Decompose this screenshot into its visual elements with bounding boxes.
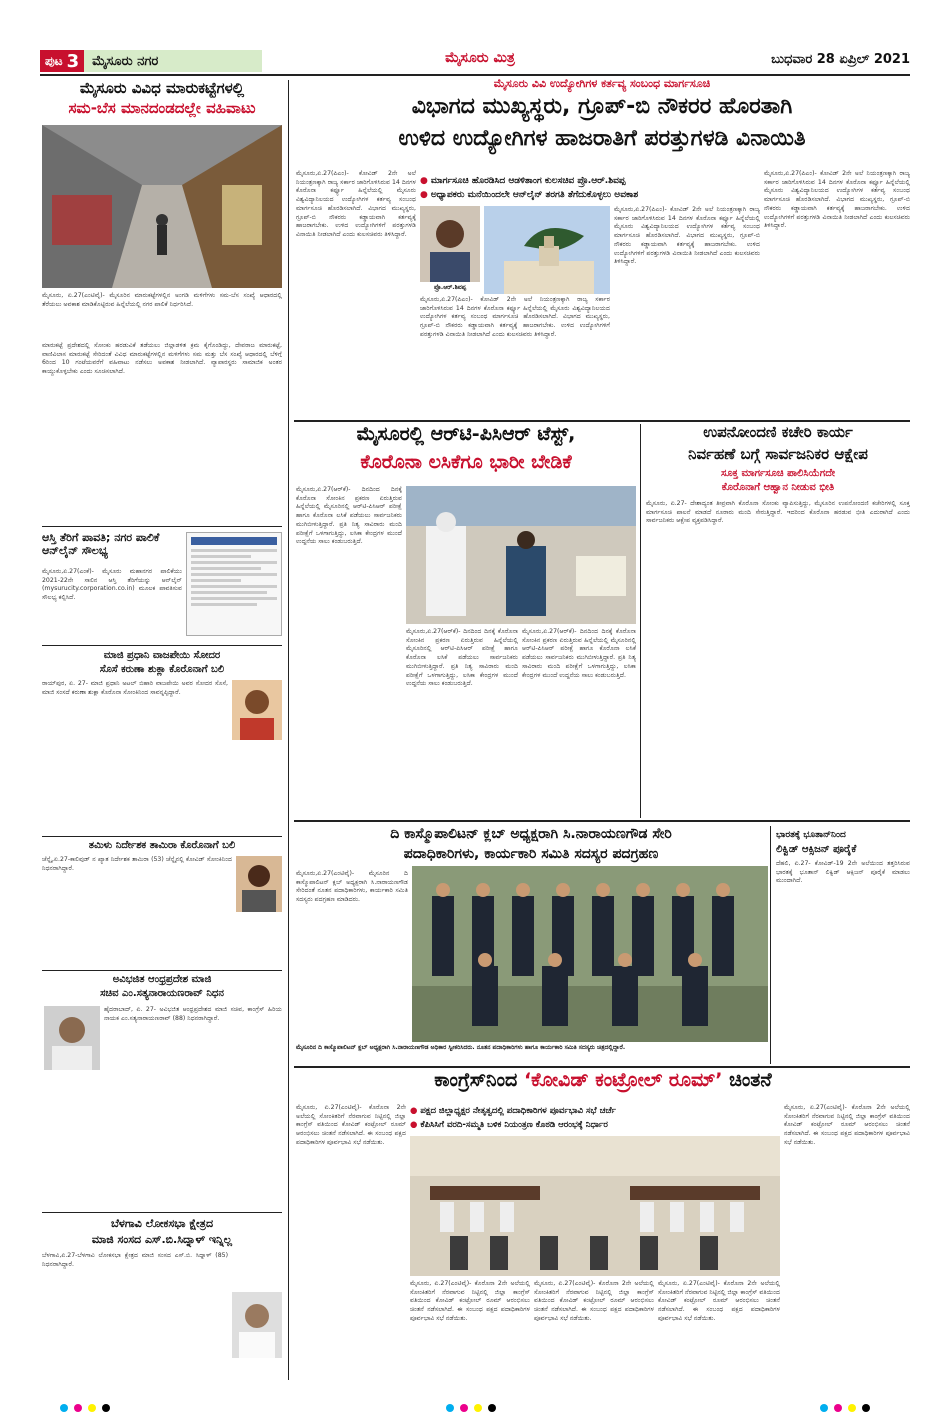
group-photo-image	[412, 866, 768, 1042]
university-headline-1: ವಿಭಾಗದ ಮುಖ್ಯಸ್ಥರು, ಗ್ರೂಪ್-ಬಿ ನೌಕರರ ಹೊರತಾಗಿ	[411, 94, 793, 119]
congress-meeting-photo	[410, 1136, 780, 1276]
rtpcr-testing-photo	[406, 486, 636, 624]
andhra-headline-1: ಅವಿಭಜಿತ ಆಂಧ್ರಪ್ರದೇಶ ಮಾಜಿ	[112, 974, 212, 985]
congress-bullet-1: ● ಪಕ್ಷದ ಜಿಲ್ಲಾಧ್ಯಕ್ಷರ ನೇತೃತ್ವದಲ್ಲಿ ಪದಾಧಿಕಾರಿಗಳ ಪೂರ್ವಭಾವಿ ಸಭೆ ಚರ್ಚೆ	[410, 1106, 616, 1116]
color-registration-marks-left	[60, 1404, 110, 1412]
andhra-headline-2: ಸಚಿವ ಎಂ.ಸತ್ಯನಾರಾಯಣರಾವ್ ನಿಧನ	[100, 988, 224, 999]
vajpayee-body: ರಾಯ್‌ಪುರ, ಏ. 27- ಮಾಜಿ ಪ್ರಧಾನಿ ಅಟಲ್ ಬಿಹಾರಿ ವಾಜಪೇಯಿ ಅವರ ಸೋದರ ಸೊಸೆ, ಮಾಜಿ ಸಂಸದೆ ಕರುಣಾ ಶುಕ್ಲಾ ಕೊರೊನಾ ಸೋಂಕಿನಿಂದ ಸಾವನ್ನಪ್ಪಿದ್ದಾರೆ.	[42, 680, 228, 696]
market-photo	[42, 125, 282, 288]
tax-headline: ಆಸ್ತಿ ತೆರಿಗೆ ಪಾವತಿ; ನಗರ ಪಾಲಿಕೆ ಆನ್‌ಲೈನ್ ಸೌಲಭ್ಯ	[42, 531, 160, 557]
belagavi-headline-1: ಬೆಳಗಾವಿ ಲೋಕಸಭಾ ಕ್ಷೇತ್ರದ	[110, 1217, 214, 1230]
portrait-image	[44, 1006, 100, 1070]
market-dateline: ಮೈಸೂರು, ಏ.27(ಎಂಟಿವೈ)- ಮೈಸೂರಿನ ಮಾರುಕಟ್ಟೆಗಳಲ್ಲಿನ ಅಂಗಡಿ ಮಳಿಗೆಗಳು ಸಮ-ಬೆಸ ಸಂಖ್ಯೆ ಆಧಾರದಲ್ಲಿ ತೆರೆಯಲು ಅವಕಾಶ ಮಾಡಿಕೊಟ್ಟಿರುವ ಹಿನ್ನೆಲೆಯಲ್ಲಿ ನಗರ ಪಾಲಿಕೆ ನಿರ್ಧರಿಸಿದೆ.	[42, 292, 282, 308]
grievance-headline-2: ನಿರ್ವಹಣೆ ಬಗ್ಗೆ ಸಾರ್ವಜನಿಕರ ಆಕ್ಷೇಪ	[688, 445, 868, 463]
rtpcr-body-col2: ಮೈಸೂರು,ಏ.27(ಆರ್‌ಕೆ)- ದಿನದಿಂದ ದಿನಕ್ಕೆ ಕೊರೊನಾ ಸೋಂಕಿನ ಪ್ರಕರಣ ಏರುತ್ತಿರುವ ಹಿನ್ನೆಲೆಯಲ್ಲಿ ಮೈಸೂರಿನಲ್ಲಿ ಆರ್‌ಟಿ-ಪಿಸಿಆರ್ ಪರೀಕ್ಷೆ ಹಾಗೂ ಕೊರೊನಾ ಲಸಿಕೆ ಪಡೆಯಲು ಸಾರ್ವಜನಿಕರು ಮುಗಿಬೀಳುತ್ತಿದ್ದಾರೆ. ಪ್ರತಿ ನಿತ್ಯ ಸಾವಿರಾರು ಮಂದಿ ಪರೀಕ್ಷೆಗೆ ಒಳಗಾಗುತ್ತಿದ್ದು, ಲಸಿಕಾ ಕೇಂದ್ರಗಳ ಮುಂದೆ ಉದ್ದನೆಯ ಸಾಲು ಕಂಡುಬರುತ್ತಿದೆ.	[406, 628, 518, 688]
tax-body: ಮೈಸೂರು,ಏ.27(ಎಂಕೆ)- ಮೈಸೂರು ಮಹಾನಗರ ಪಾಲಿಕೆಯು 2021-22ನೇ ಸಾಲಿನ ಆಸ್ತಿ ತೆರಿಗೆಯನ್ನು ಆನ್‌ಲೈನ್ (mysurucity.corporation.co.in) ಮೂಲಕ ಪಾವತಿಸುವ ಸೌಲಭ್ಯ ಕಲ್ಪಿಸಿದೆ.	[42, 568, 182, 602]
grievance-headline-1: ಉಪನೋಂದಣಿ ಕಚೇರಿ ಕಾರ್ಯ	[703, 423, 853, 441]
vajpayee-headline-1: ಮಾಜಿ ಪ್ರಧಾನಿ ವಾಜಪೇಯಿ ಸೋದರ	[103, 650, 221, 661]
shivappa-photo	[420, 206, 480, 282]
market-headline-1: ಮೈಸೂರು ವಿವಿಧ ಮಾರುಕಟ್ಟೆಗಳಲ್ಲಿ	[79, 79, 245, 97]
belagavi-headline-2: ಮಾಜಿ ಸಂಸದ ಎಸ್.ಬಿ.ಸಿದ್ನಾಳ್ ಇನ್ನಿಲ್ಲ	[91, 1233, 233, 1246]
university-bullet-2: ● ಅಧ್ಯಾಪಕರು ಮನೆಯಿಂದಲೇ ಆನ್‌ಲೈನ್ ತರಗತಿ ತೆಗೆದುಕೊಳ್ಳಲು ಅವಕಾಶ	[420, 190, 639, 200]
portrait-image	[232, 1292, 282, 1358]
university-body: ಮೈಸೂರು,ಏ.27(ಪಿಎಂ)- ಕೋವಿಡ್ 2ನೇ ಅಲೆ ನಿಯಂತ್ರಣಕ್ಕಾಗಿ ರಾಜ್ಯ ಸರ್ಕಾರ ಜಾರಿಗೊಳಿಸಿರುವ 14 ದಿನಗಳ ಕೊರೊನಾ ಕರ್ಫ್ಯೂ ಹಿನ್ನೆಲೆಯಲ್ಲಿ ಮೈಸೂರು ವಿಶ್ವವಿದ್ಯಾನಿಲಯದ ಉದ್ಯೋಗಿಗಳ ಕರ್ತವ್ಯ ಸಂಬಂಧ ಮಾರ್ಗಸೂಚಿ ಹೊರಡಿಸಲಾಗಿದೆ. ವಿಭಾಗದ ಮುಖ್ಯಸ್ಥರು, ಗ್ರೂಪ್-ಬಿ ನೌಕರರು ಕಡ್ಡಾಯವಾಗಿ ಕರ್ತವ್ಯಕ್ಕೆ ಹಾಜರಾಗಬೇಕು. ಉಳಿದ ಉದ್ಯೋಗಿಗಳಿಗೆ ಪರತ್ತುಗಳಡಿ ವಿನಾಯಿತಿ ನೀಡಲಾಗಿದೆ ಎಂದು ಕುಲಸಚಿವರು ತಿಳಿಸಿದ್ದಾರೆ.	[296, 170, 416, 238]
congress-headline-part-1: ಕಾಂಗ್ರೆಸ್‌ನಿಂದ	[434, 1069, 524, 1091]
building-image	[484, 206, 610, 294]
rtpcr-headline-2: ಕೊರೊನಾ ಲಸಿಕೆಗೂ ಭಾರೀ ಬೇಡಿಕೆ	[360, 451, 572, 473]
grievance-body: ಮೈಸೂರು, ಏ.27- ದೇಶಾದ್ಯಂತ ತೀವ್ರವಾಗಿ ಕೊರೊನಾ ಸೋಂಕು ವ್ಯಾಪಿಸುತ್ತಿದ್ದು, ಮೈಸೂರಿನ ಉಪನೋಂದಣಿ ಕಚೇರಿಗಳಲ್ಲಿ ಸೂಕ್ತ ಮಾರ್ಗಸೂಚಿ ಪಾಲನೆ ಮಾಡದೆ ನೂರಾರು ಮಂದಿ ಸೇರುತ್ತಿದ್ದಾರೆ. ಇದರಿಂದ ಕೊರೊನಾ ಹರಡುವ ಭೀತಿ ಎದುರಾಗಿದೆ ಎಂದು ಸಾರ್ವಜನಿಕರು ಆಕ್ಷೇಪ ವ್ಯಕ್ತಪಡಿಸಿದ್ದಾರೆ.	[646, 500, 910, 525]
club-photo-caption: ಮೈಸೂರಿನ ದಿ ಕಾಸ್ಮೊಪಾಲಿಟನ್ ಕ್ಲಬ್ ಅಧ್ಯಕ್ಷರಾಗಿ ಸಿ.ನಾರಾಯಣಗೌಡ ಅಧಿಕಾರ ಸ್ವೀಕರಿಸಿದರು. ನೂತನ ಪದಾಧಿಕಾರಿಗಳು ಹಾಗೂ ಕಾರ್ಯಕಾರಿ ಸಮಿತಿ ಸದಸ್ಯರು ಚಿತ್ರದಲ್ಲಿದ್ದಾರೆ.	[296, 1044, 626, 1051]
page-label: ಪುಟ	[45, 53, 63, 68]
university-bullet-1: ● ಮಾರ್ಗಸೂಚಿ ಹೊರಡಿಸಿದ ಆಡಳಿತಾಂಗ ಕುಲಸಚಿವ ಪ್ರೊ.ಆರ್.ಶಿವಪ್ಪ	[420, 176, 626, 186]
congress-body-col4: ಮೈಸೂರು, ಏ.27(ಎಂಟಿವೈ)- ಕೊರೊನಾ 2ನೇ ಅಲೆಯಲ್ಲಿ ಸೋಂಕಿತರಿಗೆ ನೆರವಾಗುವ ನಿಟ್ಟಿನಲ್ಲಿ ಜಿಲ್ಲಾ ಕಾಂಗ್ರೆಸ್ ವತಿಯಿಂದ ಕೋವಿಡ್ ಕಂಟ್ರೋಲ್ ರೂಮ್ ಆರಂಭಿಸಲು ಚಿಂತನೆ ನಡೆಸಲಾಗಿದೆ. ಈ ಸಂಬಂಧ ಪಕ್ಷದ ಪದಾಧಿಕಾರಿಗಳ ಪೂರ್ವಭಾವಿ ಸಭೆ ನಡೆಯಿತು.	[658, 1280, 780, 1322]
rtpcr-body-col3: ಮೈಸೂರು,ಏ.27(ಆರ್‌ಕೆ)- ದಿನದಿಂದ ದಿನಕ್ಕೆ ಕೊರೊನಾ ಸೋಂಕಿನ ಪ್ರಕರಣ ಏರುತ್ತಿರುವ ಹಿನ್ನೆಲೆಯಲ್ಲಿ ಮೈಸೂರಿನಲ್ಲಿ ಆರ್‌ಟಿ-ಪಿಸಿಆರ್ ಪರೀಕ್ಷೆ ಹಾಗೂ ಕೊರೊನಾ ಲಸಿಕೆ ಪಡೆಯಲು ಸಾರ್ವಜನಿಕರು ಮುಗಿಬೀಳುತ್ತಿದ್ದಾರೆ. ಪ್ರತಿ ನಿತ್ಯ ಸಾವಿರಾರು ಮಂದಿ ಪರೀಕ್ಷೆಗೆ ಒಳಗಾಗುತ್ತಿದ್ದು, ಲಸಿಕಾ ಕೇಂದ್ರಗಳ ಮುಂದೆ ಉದ್ದನೆಯ ಸಾಲು ಕಂಡುಬರುತ್ತಿದೆ.	[522, 628, 636, 679]
university-body-col3: ಮೈಸೂರು,ಏ.27(ಪಿಎಂ)- ಕೋವಿಡ್ 2ನೇ ಅಲೆ ನಿಯಂತ್ರಣಕ್ಕಾಗಿ ರಾಜ್ಯ ಸರ್ಕಾರ ಜಾರಿಗೊಳಿಸಿರುವ 14 ದಿನಗಳ ಕೊರೊನಾ ಕರ್ಫ್ಯೂ ಹಿನ್ನೆಲೆಯಲ್ಲಿ ಮೈಸೂರು ವಿಶ್ವವಿದ್ಯಾನಿಲಯದ ಉದ್ಯೋಗಿಗಳ ಕರ್ತವ್ಯ ಸಂಬಂಧ ಮಾರ್ಗಸೂಚಿ ಹೊರಡಿಸಲಾಗಿದೆ. ವಿಭಾಗದ ಮುಖ್ಯಸ್ಥರು, ಗ್ರೂಪ್-ಬಿ ನೌಕರರು ಕಡ್ಡಾಯವಾಗಿ ಕರ್ತವ್ಯಕ್ಕೆ ಹಾಜರಾಗಬೇಕು. ಉಳಿದ ಉದ್ಯೋಗಿಗಳಿಗೆ ಪರತ್ತುಗಳಡಿ ವಿನಾಯಿತಿ ನೀಡಲಾಗಿದೆ ಎಂದು ಕುಲಸಚಿವರು ತಿಳಿಸಿದ್ದಾರೆ.	[614, 206, 760, 266]
university-bullets	[420, 174, 720, 202]
club-group-photo	[412, 866, 768, 1042]
swab-test-image	[406, 486, 636, 624]
issue-date: ಬುಧವಾರ 28 ಏಪ್ರಿಲ್ 2021	[771, 52, 910, 67]
congress-bullet-2: ● ಕೆಪಿಸಿಸಿಗೆ ವರದಿ-ಸಮ್ಮತಿ ಬಳಿಕ ನಿಯಂತ್ರಣ ಕೊಠಡಿ ಆರಂಭಕ್ಕೆ ನಿರ್ಧಾರ	[410, 1120, 608, 1130]
congress-body-col3: ಮೈಸೂರು, ಏ.27(ಎಂಟಿವೈ)- ಕೊರೊನಾ 2ನೇ ಅಲೆಯಲ್ಲಿ ಸೋಂಕಿತರಿಗೆ ನೆರವಾಗುವ ನಿಟ್ಟಿನಲ್ಲಿ ಜಿಲ್ಲಾ ಕಾಂಗ್ರೆಸ್ ವತಿಯಿಂದ ಕೋವಿಡ್ ಕಂಟ್ರೋಲ್ ರೂಮ್ ಆರಂಭಿಸಲು ಚಿಂತನೆ ನಡೆಸಲಾಗಿದೆ. ಈ ಸಂಬಂಧ ಪಕ್ಷದ ಪದಾಧಿಕಾರಿಗಳ ಪೂರ್ವಭಾವಿ ಸಭೆ ನಡೆಯಿತು.	[534, 1280, 654, 1322]
university-body-col4: ಮೈಸೂರು,ಏ.27(ಪಿಎಂ)- ಕೋವಿಡ್ 2ನೇ ಅಲೆ ನಿಯಂತ್ರಣಕ್ಕಾಗಿ ರಾಜ್ಯ ಸರ್ಕಾರ ಜಾರಿಗೊಳಿಸಿರುವ 14 ದಿನಗಳ ಕೊರೊನಾ ಕರ್ಫ್ಯೂ ಹಿನ್ನೆಲೆಯಲ್ಲಿ ಮೈಸೂರು ವಿಶ್ವವಿದ್ಯಾನಿಲಯದ ಉದ್ಯೋಗಿಗಳ ಕರ್ತವ್ಯ ಸಂಬಂಧ ಮಾರ್ಗಸೂಚಿ ಹೊರಡಿಸಲಾಗಿದೆ. ವಿಭಾಗದ ಮುಖ್ಯಸ್ಥರು, ಗ್ರೂಪ್-ಬಿ ನೌಕರರು ಕಡ್ಡಾಯವಾಗಿ ಕರ್ತವ್ಯಕ್ಕೆ ಹಾಜರಾಗಬೇಕು. ಉಳಿದ ಉದ್ಯೋಗಿಗಳಿಗೆ ಪರತ್ತುಗಳಡಿ ವಿನಾಯಿತಿ ನೀಡಲಾಗಿದೆ ಎಂದು ಕುಲಸಚಿವರು ತಿಳಿಸಿದ್ದಾರೆ.	[764, 170, 910, 230]
market-body: ಮಾರುಕಟ್ಟೆ ಪ್ರದೇಶದಲ್ಲಿ ಸೋಂಕು ಹರಡುವಿಕೆ ತಡೆಯಲು ಜಿಲ್ಲಾಡಳಿತ ಕ್ರಮ ಕೈಗೊಂಡಿದ್ದು, ದೇವರಾಜ ಮಾರುಕಟ್ಟೆ, ವಾಣಿವಿಲಾಸ ಮಾರುಕಟ್ಟೆ ಸೇರಿದಂತೆ ವಿವಿಧ ಮಾರುಕಟ್ಟೆಗಳಲ್ಲಿನ ಮಳಿಗೆಗಳು ಸಮ ಮತ್ತು ಬೆಸ ಸಂಖ್ಯೆ ಆಧಾರದಲ್ಲಿ ಬೆಳಿಗ್ಗೆ 6ರಿಂದ 10 ಗಂಟೆಯವರೆಗೆ ವಹಿವಾಟು ನಡೆಸಲು ಅವಕಾಶ ನೀಡಲಾಗಿದೆ. ವ್ಯಾಪಾರಸ್ಥರು ಸಾಮಾಜಿಕ ಅಂತರ ಕಾಯ್ದುಕೊಳ್ಳಬೇಕು ಎಂದು ಸೂಚಿಸಲಾಗಿದೆ.	[42, 342, 282, 376]
university-building-photo	[484, 206, 610, 294]
masthead-section-bar	[40, 50, 262, 72]
page-number: 3	[66, 50, 80, 72]
rtpcr-body: ಮೈಸೂರು,ಏ.27(ಆರ್‌ಕೆ)- ದಿನದಿಂದ ದಿನಕ್ಕೆ ಕೊರೊನಾ ಸೋಂಕಿನ ಪ್ರಕರಣ ಏರುತ್ತಿರುವ ಹಿನ್ನೆಲೆಯಲ್ಲಿ ಮೈಸೂರಿನಲ್ಲಿ ಆರ್‌ಟಿ-ಪಿಸಿಆರ್ ಪರೀಕ್ಷೆ ಹಾಗೂ ಕೊರೊನಾ ಲಸಿಕೆ ಪಡೆಯಲು ಸಾರ್ವಜನಿಕರು ಮುಗಿಬೀಳುತ್ತಿದ್ದಾರೆ. ಪ್ರತಿ ನಿತ್ಯ ಸಾವಿರಾರು ಮಂದಿ ಪರೀಕ್ಷೆಗೆ ಒಳಗಾಗುತ್ತಿದ್ದು, ಲಸಿಕಾ ಕೇಂದ್ರಗಳ ಮುಂದೆ ಉದ್ದನೆಯ ಸಾಲು ಕಂಡುಬರುತ್ತಿದೆ.	[296, 486, 402, 546]
club-headline-2: ಪದಾಧಿಕಾರಿಗಳು, ಕಾರ್ಯಕಾರಿ ಸಮಿತಿ ಸದಸ್ಯರ ಪದಗ್ರಹಣ	[403, 846, 659, 862]
congress-headline-part-3: ಚಿಂತನೆ	[722, 1069, 772, 1091]
tamil-headline: ತಮಿಳು ನಿರ್ದೇಶಕ ತಾಮಿರಾ ಕೊರೊನಾಗೆ ಬಲಿ	[88, 840, 236, 851]
tamira-photo	[236, 856, 282, 912]
oxygen-body: ದೆಹಲಿ, ಏ.27- ಕೋವಿಡ್-19 2ನೇ ಅಲೆಯಿಂದ ತತ್ತರಿಸಿರುವ ಭಾರತಕ್ಕೆ ಭೂತಾನ್ ಲಿಕ್ವಿಡ್ ಆಕ್ಸಿಜನ್ ಪೂರೈಕೆ ಮಾಡಲು ಮುಂದಾಗಿದೆ.	[776, 860, 910, 885]
belagavi-body: ಬೆಳಗಾವಿ,ಏ.27-ಬೆಳಗಾವಿ ಲೋಕಸಭಾ ಕ್ಷೇತ್ರದ ಮಾಜಿ ಸಂಸದ ಎಸ್.ಬಿ. ಸಿದ್ನಾಳ್ (85) ನಿಧನರಾಗಿದ್ದಾರೆ.	[42, 1252, 228, 1268]
oxygen-headline-2: ಲಿಕ್ವಿಡ್ ಆಕ್ಸಿಜನ್ ಪೂರೈಕೆ	[776, 844, 857, 855]
page-number-badge	[40, 50, 84, 72]
market-headline-2: ಸಮ-ಬೆಸ ಮಾನದಂಡದಲ್ಲೇ ವಹಿವಾಟು	[68, 99, 256, 117]
paper-name: ಮೈಸೂರು ಮಿತ್ರ	[445, 50, 515, 66]
congress-body-col5: ಮೈಸೂರು, ಏ.27(ಎಂಟಿವೈ)- ಕೊರೊನಾ 2ನೇ ಅಲೆಯಲ್ಲಿ ಸೋಂಕಿತರಿಗೆ ನೆರವಾಗುವ ನಿಟ್ಟಿನಲ್ಲಿ ಜಿಲ್ಲಾ ಕಾಂಗ್ರೆಸ್ ವತಿಯಿಂದ ಕೋವಿಡ್ ಕಂಟ್ರೋಲ್ ರೂಮ್ ಆರಂಭಿಸಲು ಚಿಂತನೆ ನಡೆಸಲಾಗಿದೆ. ಈ ಸಂಬಂಧ ಪಕ್ಷದ ಪದಾಧಿಕಾರಿಗಳ ಪೂರ್ವಭಾವಿ ಸಭೆ ನಡೆಯಿತು.	[784, 1104, 910, 1146]
congress-bullets	[410, 1104, 780, 1132]
congress-body: ಮೈಸೂರು, ಏ.27(ಎಂಟಿವೈ)- ಕೊರೊನಾ 2ನೇ ಅಲೆಯಲ್ಲಿ ಸೋಂಕಿತರಿಗೆ ನೆರವಾಗುವ ನಿಟ್ಟಿನಲ್ಲಿ ಜಿಲ್ಲಾ ಕಾಂಗ್ರೆಸ್ ವತಿಯಿಂದ ಕೋವಿಡ್ ಕಂಟ್ರೋಲ್ ರೂಮ್ ಆರಂಭಿಸಲು ಚಿಂತನೆ ನಡೆಸಲಾಗಿದೆ. ಈ ಸಂಬಂಧ ಪಕ್ಷದ ಪದಾಧಿಕಾರಿಗಳ ಪೂರ್ವಭಾವಿ ಸಭೆ ನಡೆಯಿತು.	[296, 1104, 406, 1146]
university-kicker: ಮೈಸೂರು ವಿವಿ ಉದ್ಯೋಗಿಗಳ ಕರ್ತವ್ಯ ಸಂಬಂಧ ಮಾರ್ಗಸೂಚಿ	[493, 77, 711, 90]
portal-thumbnail-image	[187, 533, 281, 635]
congress-headline-part-2: ‘ಕೋವಿಡ್ ಕಂಟ್ರೋಲ್ ರೂಮ್’	[523, 1069, 723, 1091]
vajpayee-headline-2: ಸೊಸೆ ಕರುಣಾ ಶುಕ್ಲಾ ಕೊರೊನಾಗೆ ಬಲಿ	[99, 664, 225, 675]
tax-portal-screenshot	[186, 532, 282, 636]
color-registration-marks-center	[446, 1404, 496, 1412]
portrait-image	[420, 206, 480, 282]
shivappa-caption: ಪ್ರೊ.ಆರ್.ಶಿವಪ್ಪ	[433, 284, 467, 291]
grievance-sub-1: ಸೂಕ್ತ ಮಾರ್ಗಸೂಚಿ ಪಾಲಿಸಿಯೆಗದೇ	[721, 468, 835, 479]
rtpcr-headline-1: ಮೈಸೂರಲ್ಲಿ ಆರ್‌ಟಿ-ಪಿಸಿಆರ್ ಟೆಸ್ಟ್,	[356, 423, 576, 445]
karuna-shukla-photo	[232, 680, 282, 740]
congress-body-col2: ಮೈಸೂರು, ಏ.27(ಎಂಟಿವೈ)- ಕೊರೊನಾ 2ನೇ ಅಲೆಯಲ್ಲಿ ಸೋಂಕಿತರಿಗೆ ನೆರವಾಗುವ ನಿಟ್ಟಿನಲ್ಲಿ ಜಿಲ್ಲಾ ಕಾಂಗ್ರೆಸ್ ವತಿಯಿಂದ ಕೋವಿಡ್ ಕಂಟ್ರೋಲ್ ರೂಮ್ ಆರಂಭಿಸಲು ಚಿಂತನೆ ನಡೆಸಲಾಗಿದೆ. ಈ ಸಂಬಂಧ ಪಕ್ಷದ ಪದಾಧಿಕಾರಿಗಳ ಪೂರ್ವಭಾವಿ ಸಭೆ ನಡೆಯಿತು.	[410, 1280, 530, 1322]
oxygen-headline-1: ಭಾರತಕ್ಕೆ ಭೂತಾನ್‌ನಿಂದ	[776, 830, 846, 840]
university-headline-2: ಉಳಿದ ಉದ್ಯೋಗಿಗಳ ಹಾಜರಾತಿಗೆ ಪರತ್ತುಗಳಡಿ ವಿನಾಯಿತಿ	[398, 126, 806, 151]
tamil-body: ಚೆನ್ನೈ,ಏ.27-ಕಾಲಿವುಡ್ ನ ಖ್ಯಾತ ನಿರ್ದೇಶಕ ತಾಮಿರಾ (53) ಚೆನ್ನೈನಲ್ಲಿ ಕೋವಿಡ್ ಸೋಂಕಿನಿಂದ ನಿಧನರಾಗಿದ್ದಾರೆ.	[42, 856, 232, 872]
grievance-sub-2: ಕೊರೊನಾಗೆ ಆಹ್ವಾನ ನೀಡುವ ಭೀತಿ	[721, 482, 835, 493]
congress-headline	[296, 1070, 910, 1092]
meeting-image	[410, 1136, 780, 1276]
university-body-continued: ಮೈಸೂರು,ಏ.27(ಪಿಎಂ)- ಕೋವಿಡ್ 2ನೇ ಅಲೆ ನಿಯಂತ್ರಣಕ್ಕಾಗಿ ರಾಜ್ಯ ಸರ್ಕಾರ ಜಾರಿಗೊಳಿಸಿರುವ 14 ದಿನಗಳ ಕೊರೊನಾ ಕರ್ಫ್ಯೂ ಹಿನ್ನೆಲೆಯಲ್ಲಿ ಮೈಸೂರು ವಿಶ್ವವಿದ್ಯಾನಿಲಯದ ಉದ್ಯೋಗಿಗಳ ಕರ್ತವ್ಯ ಸಂಬಂಧ ಮಾರ್ಗಸೂಚಿ ಹೊರಡಿಸಲಾಗಿದೆ. ವಿಭಾಗದ ಮುಖ್ಯಸ್ಥರು, ಗ್ರೂಪ್-ಬಿ ನೌಕರರು ಕಡ್ಡಾಯವಾಗಿ ಕರ್ತವ್ಯಕ್ಕೆ ಹಾಜರಾಗಬೇಕು. ಉಳಿದ ಉದ್ಯೋಗಿಗಳಿಗೆ ಪರತ್ತುಗಳಡಿ ವಿನಾಯಿತಿ ನೀಡಲಾಗಿದೆ ಎಂದು ಕುಲಸಚಿವರು ತಿಳಿಸಿದ್ದಾರೆ.	[420, 296, 610, 338]
market-street-image	[42, 125, 282, 288]
portrait-image	[236, 856, 282, 912]
satyanarayana-rao-photo	[44, 1006, 100, 1070]
portrait-image	[232, 680, 282, 740]
color-registration-marks-right	[820, 1404, 870, 1412]
sidnal-photo	[232, 1292, 282, 1358]
masthead-rule	[40, 74, 910, 76]
andhra-body: ಹೈದರಾಬಾದ್, ಏ. 27- ಅವಿಭಜಿತ ಆಂಧ್ರಪ್ರದೇಶದ ಮಾಜಿ ಸಚಿವ, ಕಾಂಗ್ರೆಸ್ ಹಿರಿಯ ನಾಯಕ ಎಂ.ಸತ್ಯನಾರಾಯಣರಾವ್ (88) ನಿಧನರಾಗಿದ್ದಾರೆ.	[104, 1006, 282, 1022]
section-name: ಮೈಸೂರು ನಗರ	[92, 53, 159, 69]
club-headline-1: ದಿ ಕಾಸ್ಮೊಪಾಲಿಟನ್ ಕ್ಲಬ್ ಅಧ್ಯಕ್ಷರಾಗಿ ಸಿ.ನಾರಾಯಣಗೌಡ ಸೇರಿ	[390, 826, 672, 842]
club-body: ಮೈಸೂರು,ಏ.27(ಎಂಟಿವೈ)- ಮೈಸೂರಿನ ದಿ ಕಾಸ್ಮೊಪಾಲಿಟನ್ ಕ್ಲಬ್ ಅಧ್ಯಕ್ಷರಾಗಿ ಸಿ.ನಾರಾಯಣಗೌಡ ಸೇರಿದಂತೆ ನೂತನ ಪದಾಧಿಕಾರಿಗಳು, ಕಾರ್ಯಕಾರಿ ಸಮಿತಿ ಸದಸ್ಯರು ಪದಗ್ರಹಣ ಮಾಡಿದರು.	[296, 870, 408, 904]
